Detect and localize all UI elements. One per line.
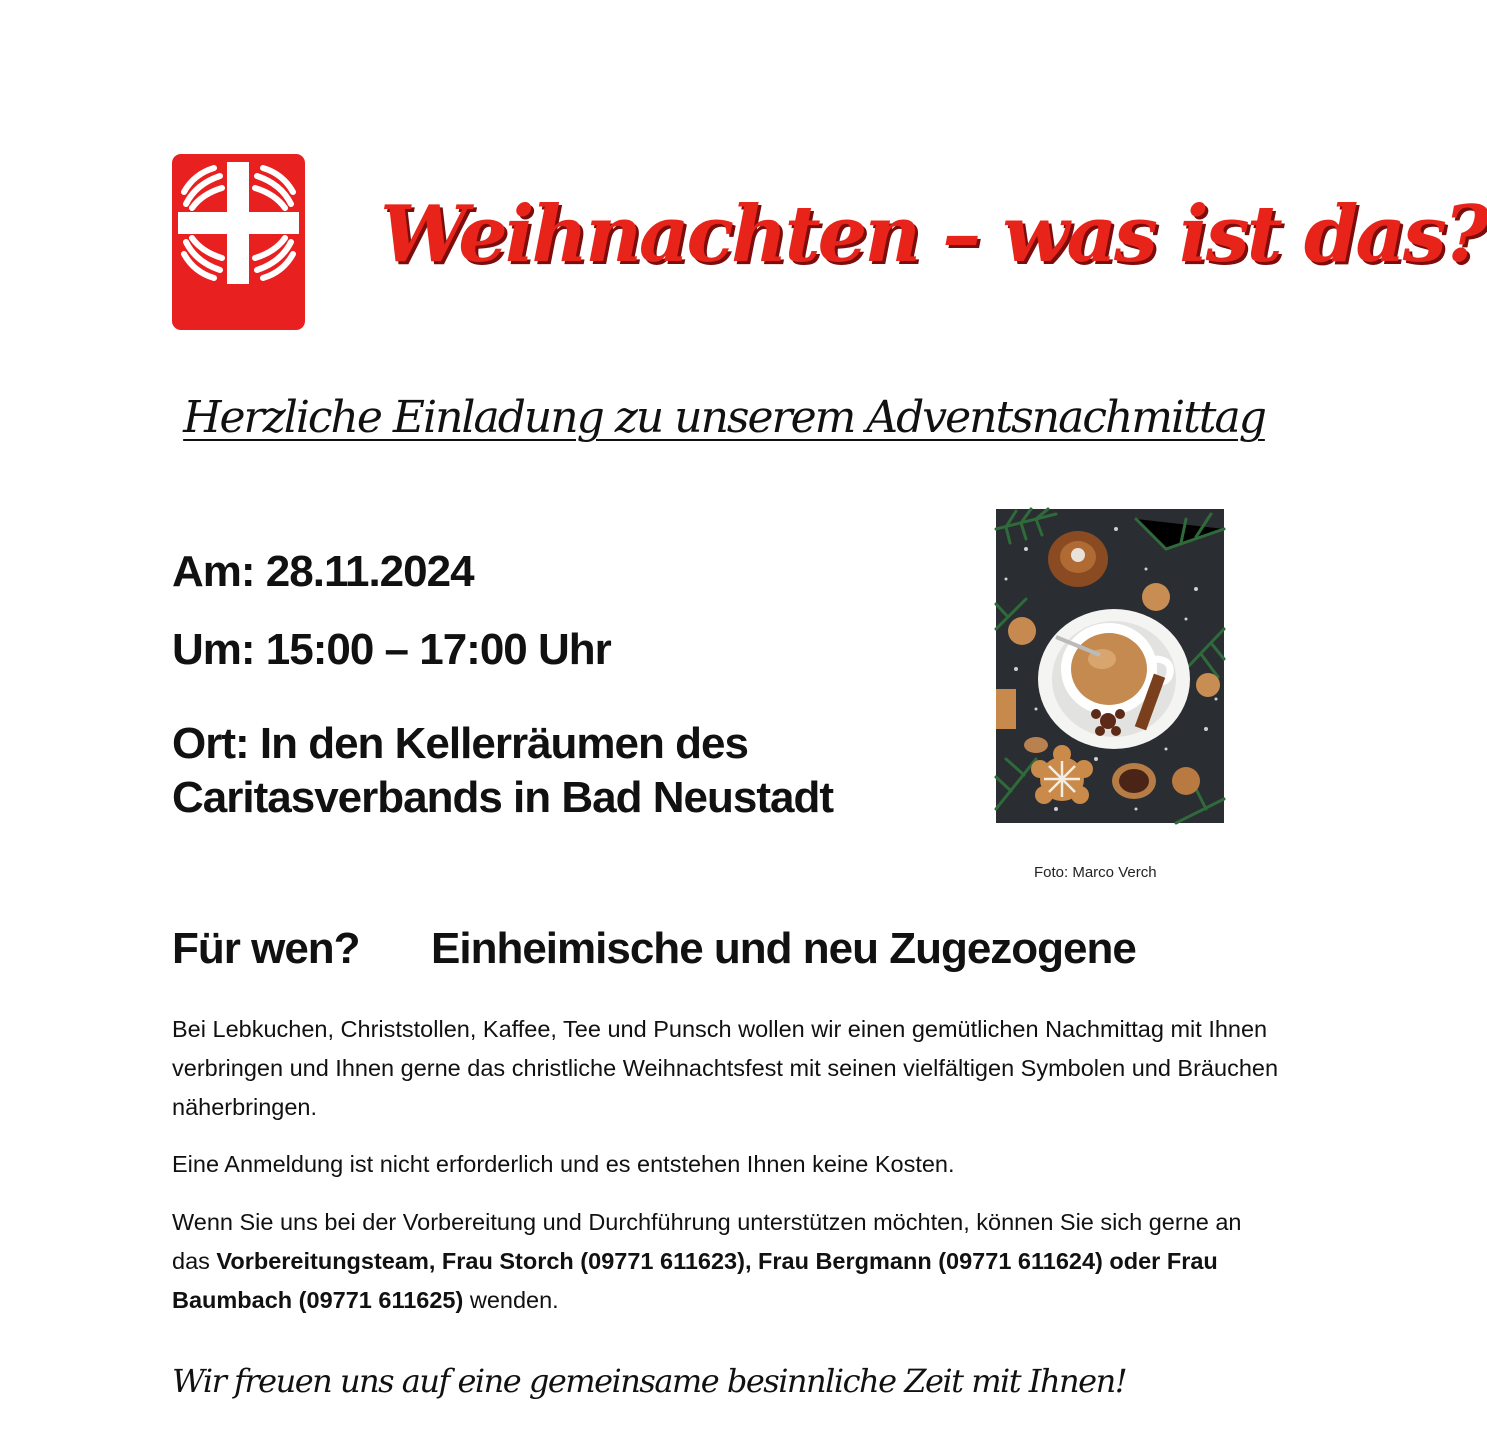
caritas-logo (172, 154, 305, 481)
invitation-subtitle: Herzliche Einladung zu unserem Adventsnachmittag (183, 392, 1265, 443)
closing-line: Wir freuen uns auf eine gemeinsame besinnliche Zeit mit Ihnen! (172, 1362, 1127, 1400)
event-date: Am: 28.11.2024 (172, 547, 474, 596)
paragraph-contact (172, 1203, 1282, 1320)
event-place-line2: Caritasverbands in Bad Neustadt (172, 773, 833, 822)
audience-label: Für wen? (172, 924, 360, 973)
logo-wordmark: caritas (190, 442, 287, 481)
event-place (172, 717, 833, 825)
contact-text-end: wenden. (463, 1287, 559, 1313)
paragraph-intro: Bei Lebkuchen, Christstollen, Kaffee, Tee und Punsch wollen wir einen gemütlichen Nachmittag mit Ihnen verbringen und Ihnen gerne das christliche Weihnachtsfest mit seinen vielfältigen Symbolen und Bräuchen näherbringen. (172, 1016, 1279, 1120)
caritas-cross-icon (172, 154, 305, 330)
event-time: Um: 15:00 – 17:00 Uhr (172, 625, 611, 674)
page-title: Weihnachten – was ist das? (380, 189, 1487, 280)
paragraph-registration: Eine Anmeldung ist nicht erforderlich und es entstehen Ihnen keine Kosten. (172, 1151, 955, 1177)
contact-persons: Vorbereitungsteam, Frau Storch (09771 611623), Frau Bergmann (09771 611624) oder Frau Baumbach (09771 611625) (172, 1248, 1218, 1313)
christmas-coffee-photo (996, 509, 1224, 823)
audience-value: Einheimische und neu Zugezogene (431, 924, 1136, 973)
photo-credit: Foto: Marco Verch (1034, 864, 1157, 881)
event-place-line1: Ort: In den Kellerräumen des (172, 719, 748, 768)
contact-text-start: Wenn Sie uns bei der Vorbereitung und Durchführung unterstützen möchten, können Sie sich gerne an das (172, 1209, 1242, 1274)
